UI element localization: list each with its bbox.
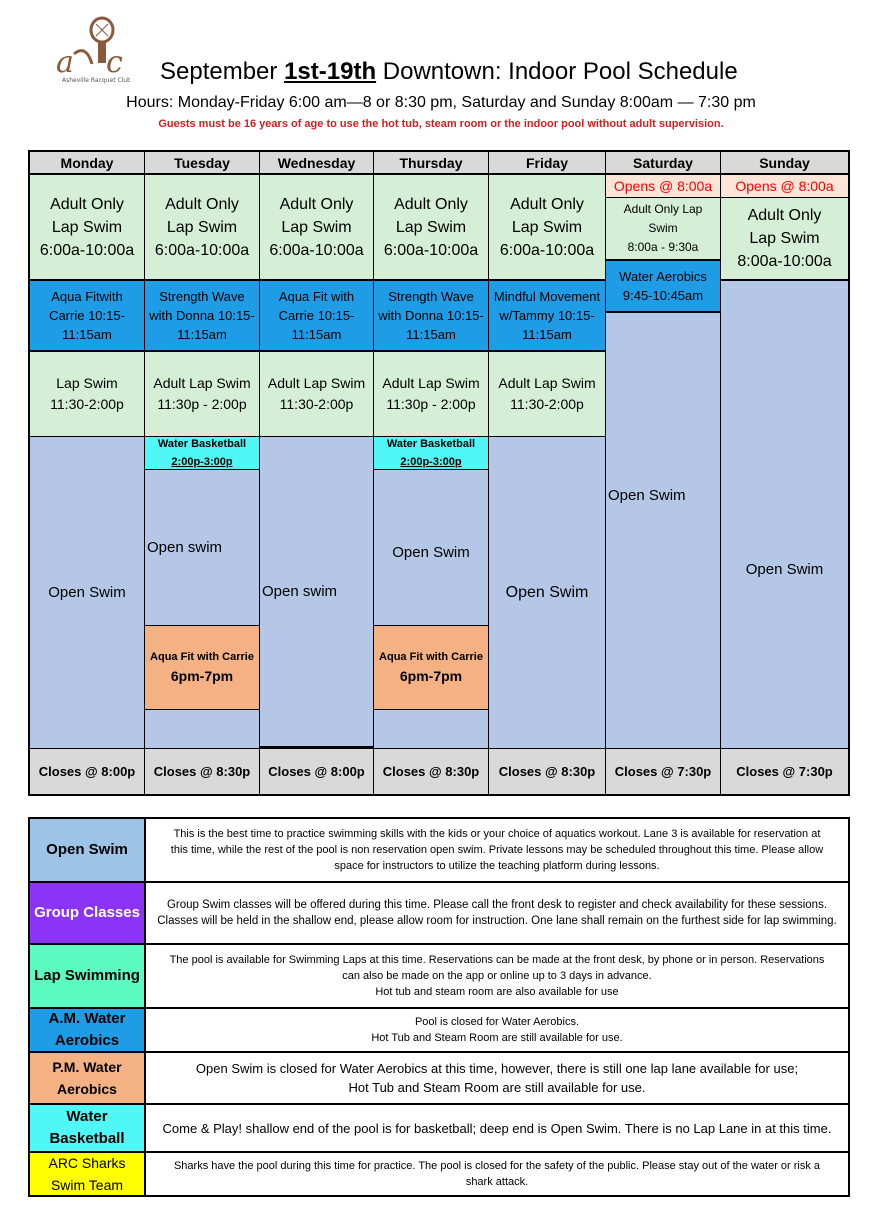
friday-close: Closes @ 8:30p [489, 749, 606, 794]
day-header-saturday: Saturday [606, 152, 721, 175]
legend-row-group-classes [30, 883, 848, 945]
friday-open-swim: Open Swim [489, 437, 606, 749]
day-header-wednesday: Wednesday [260, 152, 374, 175]
page-title: September 1st-19th Downtown: Indoor Pool Schedule [160, 58, 738, 85]
wednesday-close: Closes @ 8:00p [260, 749, 374, 794]
saturday-adult-lap: Adult Only Lap Swim 8:00a - 9:30a [606, 198, 721, 261]
monday-close: Closes @ 8:00p [30, 749, 145, 794]
legend-key-am-aerobics: A.M. Water Aerobics [30, 1009, 146, 1051]
legend-key-open-swim: Open Swim [30, 819, 146, 881]
thursday-class: Strength Wave with Donna 10:15- 11:15am [374, 281, 489, 352]
legend-desc-open-swim: This is the best time to practice swimming skills with the kids or your choice of aquatics workout. Lane 3 is available for reservation at this time, while the rest of the pool is non reservation open swim. Private lessons may be scheduled throughout this time. Please allow space for instructors to utilize the teaching platform during lessons. [170, 828, 824, 872]
day-header-thursday: Thursday [374, 152, 489, 175]
day-header-sunday: Sunday [721, 152, 848, 175]
friday-class: Mindful Movement w/Tammy 10:15- 11:15am [489, 281, 606, 352]
monday-lap: Lap Swim 11:30-2:00p [30, 352, 145, 437]
sunday-open-swim: Open Swim [721, 281, 848, 749]
tuesday-water-basketball: Water Basketball 2:00p-3:00p [145, 437, 260, 470]
legend-table [28, 817, 850, 1197]
legend-key-lap-swimming: Lap Swimming [30, 945, 146, 1007]
monday-class: Aqua Fitwith Carrie 10:15- 11:15am [30, 281, 145, 352]
day-header-monday: Monday [30, 152, 145, 175]
wednesday-adult-lap: Adult Only Lap Swim 6:00a-10:00a [260, 175, 374, 281]
thursday-close: Closes @ 8:30p [374, 749, 489, 794]
saturday-open-swim: Open Swim [606, 313, 721, 749]
tuesday-aqua-fit: Aqua Fit with Carrie 6pm-7pm [145, 626, 260, 710]
legend-key-arc-sharks: ARC Sharks Swim Team [30, 1153, 146, 1195]
tuesday-class: Strength Wave with Donna 10:15- 11:15am [145, 281, 260, 352]
saturday-close: Closes @ 7:30p [606, 749, 721, 794]
thursday-open-swim: Open Swim [374, 470, 489, 626]
legend-row-pm-aerobics [30, 1053, 848, 1105]
tuesday-open-swim: Open swim [145, 470, 260, 626]
wednesday-lap: Adult Lap Swim 11:30-2:00p [260, 352, 374, 437]
logo-subtext: Asheville Racquet Club [62, 77, 130, 84]
thursday-adult-lap: Adult Only Lap Swim 6:00a-10:00a [374, 175, 489, 281]
hours-line: Hours: Monday-Friday 6:00 am—8 or 8:30 pm, Saturday and Sunday 8:00am — 7:30 pm [126, 94, 756, 111]
legend-row-open-swim [30, 819, 848, 883]
legend-key-group-classes: Group Classes [30, 883, 146, 943]
legend-desc-am-aerobics: Pool is closed for Water Aerobics. Hot Tub and Steam Room are still available for use. [371, 1016, 623, 1044]
age-warning: Guests must be 16 years of age to use the hot tub, steam room or the indoor pool without adult supervision. [158, 118, 724, 130]
legend-row-am-aerobics [30, 1009, 848, 1053]
arc-logo [52, 14, 130, 86]
thursday-water-basketball: Water Basketball 2:00p-3:00p [374, 437, 489, 470]
svg-text:a: a [56, 45, 74, 80]
tuesday-lap: Adult Lap Swim 11:30p - 2:00p [145, 352, 260, 437]
day-header-tuesday: Tuesday [145, 152, 260, 175]
sunday-adult-lap: Adult Only Lap Swim 8:00a-10:00a [721, 198, 848, 281]
day-header-friday: Friday [489, 152, 606, 175]
legend-row-lap-swimming [30, 945, 848, 1009]
thursday-open-swim-late [374, 710, 489, 749]
legend-desc-pm-aerobics: Open Swim is closed for Water Aerobics at this time, however, there is still one lap lane available for use; Hot Tub and Steam Room are still available for use. [195, 1061, 799, 1095]
saturday-water-aerobics: Water Aerobics 9:45-10:45am [606, 261, 721, 313]
sunday-opens: Opens @ 8:00a [721, 175, 848, 198]
sunday-close: Closes @ 7:30p [721, 749, 848, 794]
legend-desc-group-classes: Group Swim classes will be offered during this time. Please call the front desk to register and check availability for these sessions. Classes will be held in the shallow end, please allow room for instruction. One lane shall remain on the furthest side for lap swimming. [157, 899, 837, 927]
legend-desc-lap-swimming: The pool is available for Swimming Laps at this time. Reservations can be made at the front desk, by phone or in person. Reservations can also be made on the app or online up to 3 days in advance. Hot tub and steam room are also available for use [169, 954, 825, 998]
tuesday-adult-lap: Adult Only Lap Swim 6:00a-10:00a [145, 175, 260, 281]
saturday-opens: Opens @ 8:00a [606, 175, 721, 198]
legend-desc-water-basketball: Come & Play! shallow end of the pool is for basketball; deep end is Open Swim. There is no Lap Lane in at this time. [162, 1120, 832, 1136]
legend-row-arc-sharks [30, 1153, 848, 1195]
tuesday-open-swim-late [145, 710, 260, 749]
schedule-table [28, 150, 850, 796]
legend-row-water-basketball [30, 1105, 848, 1153]
wednesday-open-swim: Open swim [260, 437, 374, 749]
friday-adult-lap: Adult Only Lap Swim 6:00a-10:00a [489, 175, 606, 281]
legend-key-pm-aerobics: P.M. Water Aerobics [30, 1053, 146, 1103]
friday-lap: Adult Lap Swim 11:30-2:00p [489, 352, 606, 437]
thursday-lap: Adult Lap Swim 11:30p - 2:00p [374, 352, 489, 437]
monday-adult-lap: Adult Only Lap Swim 6:00a-10:00a [30, 175, 145, 281]
tuesday-close: Closes @ 8:30p [145, 749, 260, 794]
thursday-aqua-fit: Aqua Fit with Carrie 6pm-7pm [374, 626, 489, 710]
svg-text:c: c [106, 45, 123, 80]
legend-key-water-basketball: Water Basketball [30, 1105, 146, 1151]
wednesday-class: Aqua Fit with Carrie 10:15- 11:15am [260, 281, 374, 352]
legend-desc-arc-sharks: Sharks have the pool during this time for practice. The pool is closed for the safety of the public. Please stay out of the water or risk a shark attack. [173, 1160, 821, 1188]
monday-open-swim: Open Swim [30, 437, 145, 749]
